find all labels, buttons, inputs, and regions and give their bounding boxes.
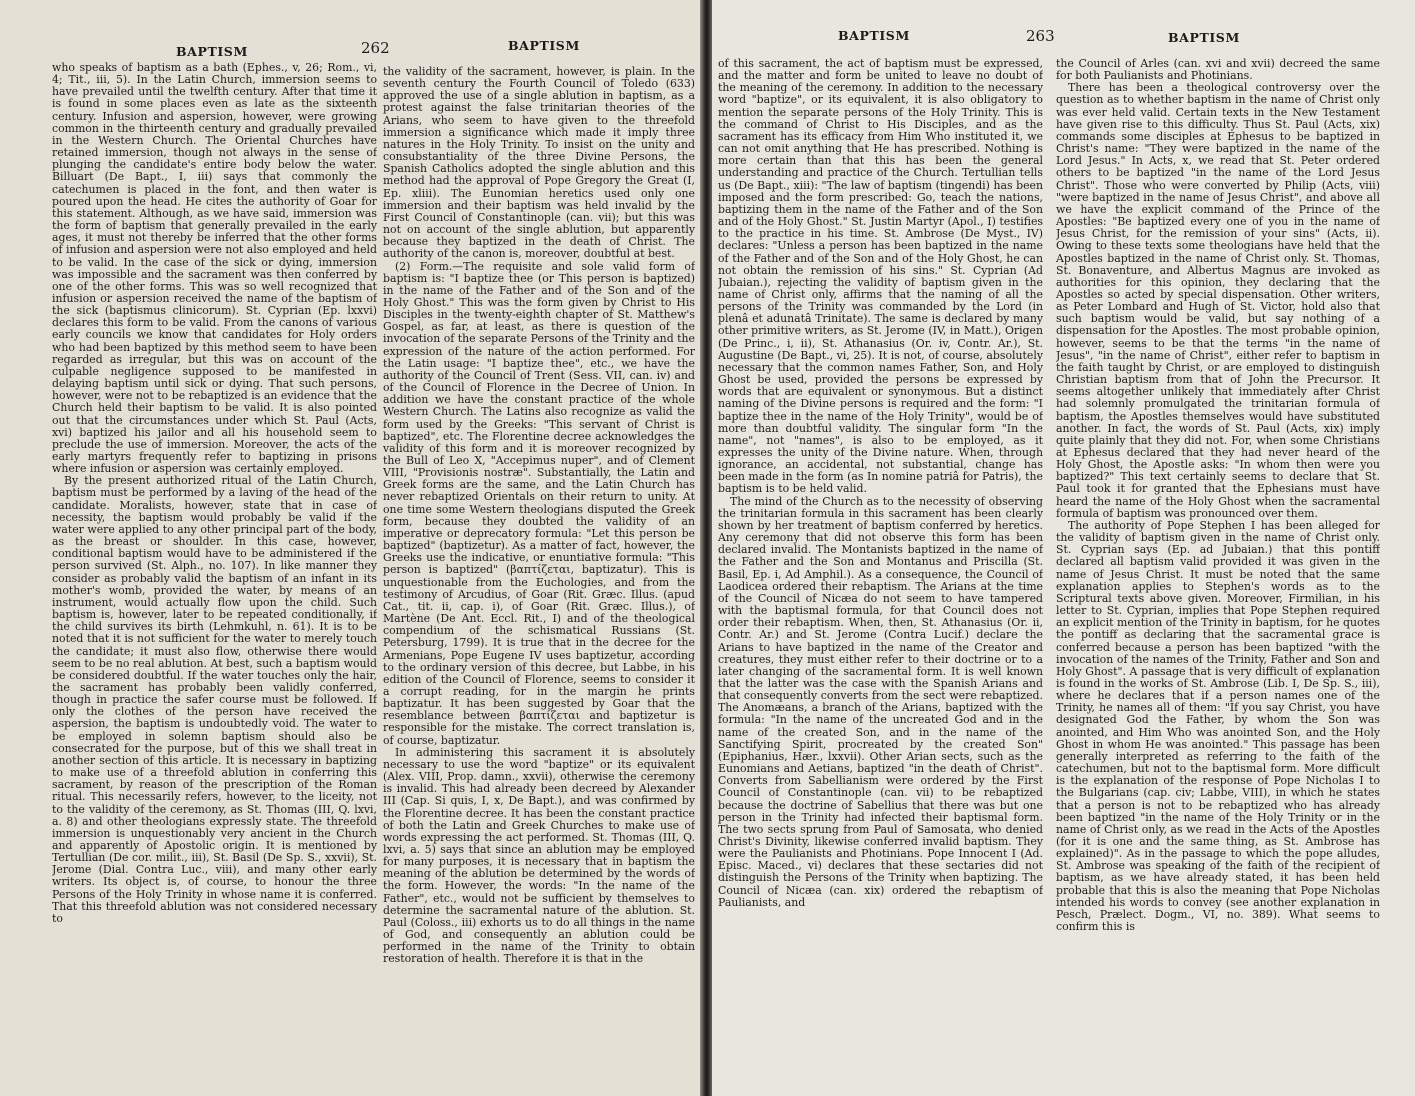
book-gutter <box>700 0 712 1096</box>
running-header-right: BAPTISM <box>508 38 580 53</box>
paragraph: the Council of Arles (can. xvi and xvii) decreed the same for both Paulianists and Photinians. <box>1056 58 1380 83</box>
running-header-left: BAPTISM <box>838 28 910 43</box>
page-number: 262 <box>361 39 390 57</box>
text-column-1 <box>718 58 1043 1088</box>
paragraph: The mind of the Church as to the necessity of observing the trinitarian formula in this sacrament has been clearly shown by her treatment of baptism conferred by heretics. Any ceremony that did not observe this form has been declared invalid. The Montanists baptized in the name of the Father and the Son and Montanus and Priscilla (St. Basil, Ep. i, Ad Amphil.). As a consequence, the Council of Laodicea ordered their rebaptism. The Arians at the time of the Council of Nicæa do not seem to have tampered with the baptismal formula, for that Council does not order their rebaptism. When, then, St. Athanasius (Or. ii, Contr. Ar.) and St. Jerome (Contra Lucif.) declare the Arians to have baptized in the name of the Creator and creatures, they must either refer to their doctrine or to a later changing of the sacramental form. It is well known that the latter was the case with the Spanish Arians and that consequently converts from the sect were rebaptized. The Anomæans, a branch of the Arians, baptized with the formula: "In the name of the uncreated God and in the name of the created Son, and in the name of the Sanctifying Spirit, procreated by the created Son" (Epiphanius, Hær., lxxvii). Other Arian sects, such as the Eunomians and Aetians, baptized "in the death of Christ". Converts from Sabellianism were ordered by the First Council of Constantinople (can. vii) to be rebaptized because the doctrine of Sabellius that there was but one person in the Trinity had infected their baptismal form. The two sects sprung from Paul of Samosata, who denied Christ's Divinity, likewise conferred invalid baptism. They were the Paulianists and Photinians. Pope Innocent I (Ad. Episc. Maced., vi) declares that these sectaries did not distinguish the Persons of the Trinity when baptizing. The Council of Nicæa (can. xix) ordered the rebaptism of Paulianists, and <box>718 494 1043 909</box>
paragraph: There has been a theological controversy over the question as to whether baptism in the name of Christ only was ever held valid. Certain texts in the New Testament have given rise to this difficulty. Thus St. Paul (Acts, xix) commands some disciples at Ephesus to be baptized in Christ's name: "They were baptized in the name of the Lord Jesus." In Acts, x, we read that St. Peter ordered others to be baptized "in the name of the Lord Jesus Christ". Those who were converted by Philip (Acts, viii) "were baptized in the name of Jesus Christ", and above all we have the explicit command of the Prince of the Apostles: "Be baptized every one of you in the name of Jesus Christ, for the remission of your sins" (Acts, ii). Owing to these texts some theologians have held that the Apostles baptized in the name of Christ only. St. Thomas, St. Bonaventure, and Albertus Magnus are invoked as authorities for this opinion, they declaring that the Apostles so acted by special dispensation. Other writers, as Peter Lombard and Hugh of St. Victor, hold also that such baptism would be valid, but say nothing of a dispensation for the Apostles. The most probable opinion, however, seems to be that the terms "in the name of Jesus", "in the name of Christ", either refer to baptism in the faith taught by Christ, or are employed to distinguish Christian baptism from that of John the Precursor. It seems altogether unlikely that immediately after Christ had solemnly promulgated the trinitarian formula of baptism, the Apostles themselves would have substituted another. In fact, the words of St. Paul (Acts, xix) imply quite plainly that they did not. For, when some Christians at Ephesus declared that they had never heard of the Holy Ghost, the Apostle asks: "In whom then were you baptized?" This text certainly seems to declare that St. Paul took it for granted that the Ephesians must have heard the name of the Holy Ghost when the sacramental formula of baptism was pronounced over them. <box>1056 81 1380 520</box>
right-page <box>712 0 1415 1096</box>
paragraph: In administering this sacrament it is absolutely necessary to use the word "baptize" or its equivalent (Alex. VIII, Prop. damn., xxvii), otherwise the ceremony is invalid. This had already been decreed by Alexander III (Cap. Si quis, I, x, De Bapt.), and was confirmed by the Florentine decree. It has been the constant practice of both the Latin and Greek Churches to make use of words expressing the act performed. St. Thomas (III, Q. lxvi, a. 5) says that since an ablution may be employed for many purposes, it is necessary that in baptism the meaning of the ablution be determined by the words of the form. However, the words: "In the name of the Father", etc., would not be sufficient by themselves to determine the sacramental nature of the ablution. St. Paul (Coloss., iii) exhorts us to do all things in the name of God, and consequently an ablution could be performed in the name of the Trinity to obtain restoration of health. Therefore it is that in the <box>383 745 695 966</box>
paragraph: of this sacrament, the act of baptism must be expressed, and the matter and form be united to leave no doubt of the meaning of the ceremony. In addition to the necessary word "baptize", or its equivalent, it is also obligatory to mention the separate persons of the Holy Trinity. This is the command of Christ to His Disciples, and as the sacrament has its efficacy from Him Who instituted it, we can not omit anything that He has prescribed. Nothing is more certain than that this has been the general understanding and practice of the Church. Tertullian tells us (De Bapt., xiii): "The law of baptism (tingendi) has been imposed and the form prescribed: Go, teach the nations, baptizing them in the name of the Father and of the Son and of the Holy Ghost." St. Justin Martyr (Apol., I) testifies to the practice in his time. St. Ambrose (De Myst., IV) declares: "Unless a person has been baptized in the name of the Father and of the Son and of the Holy Ghost, he can not obtain the remission of his sins." St. Cyprian (Ad Jubaian.), rejecting the validity of baptism given in the name of Christ only, affirms that the naming of all the persons of the Trinity was commanded by the Lord (in plenâ et adunatâ Trinitate). The same is declared by many other primitive writers, as St. Jerome (IV, in Matt.), Origen (De Princ., i, ii), St. Athanasius (Or. iv, Contr. Ar.), St. Augustine (De Bapt., vi, 25). It is not, of course, absolutely necessary that the common names Father, Son, and Holy Ghost be used, provided the persons be expressed by words that are equivalent or synonymous. But a distinct naming of the Divine persons is required and the form: "I baptize thee in the name of the Holy Trinity", would be of more than doubtful validity. The singular form "In the name", not "names", is also to be employed, as it expresses the unity of the Divine nature. When, through ignorance, an accidental, not substantial, change has been made in the form (as In nomine patriâ for Patris), the baptism is to be held valid. <box>718 58 1043 496</box>
paragraph: who speaks of baptism as a bath (Ephes., v, 26; Rom., vi, 4; Tit., iii, 5). In the Latin Church, immersion seems to have prevailed until the twelfth century. After that time it is found in some places even as late as the sixteenth century. Infusion and aspersion, however, were growing common in the thirteenth century and gradually prevailed in the Western Church. The Oriental Churches have retained immersion, though not always in the sense of plunging the candidate's entire body below the water. Billuart (De Bapt., I, iii) says that commonly the catechumen is placed in the font, and then water is poured upon the head. He cites the authority of Goar for this statement. Although, as we have said, immersion was the form of baptism that generally prevailed in the early ages, it must not thereby be inferred that the other forms of infusion and aspersion were not also employed and held to be valid. In the case of the sick or dying, immersion was impossible and the sacrament was then conferred by one of the other forms. This was so well recognized that infusion or aspersion received the name of the baptism of the sick (baptismus clinicorum). St. Cyprian (Ep. lxxvi) declares this form to be valid. From the canons of various early councils we know that candidates for Holy orders who had been baptized by this method seem to have been regarded as irregular, but this was on account of the culpable negligence supposed to be manifested in delaying baptism until sick or dying. That such persons, however, were not to be rebaptized is an evidence that the Church held their baptism to be valid. It is also pointed out that the circumstances under which St. Paul (Acts, xvi) baptized his jailor and all his household seem to preclude the use of immersion. Moreover, the acts of the early martyrs frequently refer to baptizing in prisons where infusion or aspersion was certainly employed. <box>52 62 377 476</box>
running-header-left: BAPTISM <box>176 44 248 59</box>
paragraph: The authority of Pope Stephen I has been alleged for the validity of baptism given in the name of Christ only. St. Cyprian says (Ep. ad Jubaian.) that this pontiff declared all baptism valid provided it was given in the name of Jesus Christ. It must be noted that the same explanation applies to Stephen's words as to the Scriptural texts above given. Moreover, Firmilian, in his letter to St. Cyprian, implies that Pope Stephen required an explicit mention of the Trinity in baptism, for he quotes the pontiff as declaring that the sacramental grace is conferred because a person has been baptized "with the invocation of the names of the Trinity, Father and Son and Holy Ghost". A passage that is very difficult of explanation is found in the works of St. Ambrose (Lib. I, De Sp. S., iii), where he declares that if a person names one of the Trinity, he names all of them: "If you say Christ, you have designated God the Father, by whom the Son was anointed, and Him Who was anointed Son, and the Holy Ghost in whom He was anointed." This passage has been generally interpreted as referring to the faith of the catechumen, but not to the baptismal form. More difficult is the explanation of the response of Pope Nicholas I to the Bulgarians (cap. civ; Labbe, VIII), in which he states that a person is not to be rebaptized who has already been baptized "in the name of the Holy Trinity or in the name of Christ only, as we read in the Acts of the Apostles (for it is one and the same thing, as St. Ambrose has explained)". As in the passage to which the pope alludes, St. Ambrose was speaking of the faith of the recipient of baptism, as we have already stated, it has been held probable that this is also the meaning that Pope Nicholas intended his words to convey (see another explanation in Pesch, Prælect. Dogm., VI, no. 389). What seems to confirm this is <box>1056 518 1380 934</box>
paragraph: (2) Form.—The requisite and sole valid form of baptism is: "I baptize thee (or This person is baptized) in the name of the Father and of the Son and of the Holy Ghost." This was the form given by Christ to His Disciples in the twenty-eighth chapter of St. Matthew's Gospel, as far, at least, as there is question of the invocation of the separate Persons of the Trinity and the expression of the nature of the action performed. For the Latin usage: "I baptize thee", etc., we have the authority of the Council of Trent (Sess. VII, can. iv) and of the Council of Florence in the Decree of Union. In addition we have the constant practice of the whole Western Church. The Latins also recognize as valid the form used by the Greeks: "This servant of Christ is baptized", etc. The Florentine decree acknowledges the validity of this form and it is moreover recognized by the Bull of Leo X, "Accepimus nuper", and of Clement VIII, "Provisionis nostræ". Substantially, the Latin and Greek forms are the same, and the Latin Church has never rebaptized Orientals on their return to unity. At one time some Western theologians disputed the Greek form, because they doubted the validity of an imperative or deprecatory formula: "Let this person be baptized" (baptizetur). As a matter of fact, however, the Greeks use the indicative, or enuntiative formula: "This person is baptized" (βαπτίζεται, baptizatur). This is unquestionable from the Euchologies, and from the testimony of Arcudius, of Goar (Rit. Græc. Illus. (apud Cat., tit. ii, cap. i), of Goar (Rit. Græc. Illus.), of Martène (De Ant. Eccl. Rit., I) and of the theological compendium of the schismatical Russians (St. Petersburg, 1799). It is true that in the decree for the Armenians, Pope Eugene IV uses baptizetur, according to the ordinary version of this decree, but Labbe, in his edition of the Council of Florence, seems to consider it a corrupt reading, for in the margin he prints baptizatur. It has been suggested by Goar that the resemblance between βαπτίζεται and baptizetur is responsible for the mistake. The correct translation is, of course, baptizatur. <box>383 259 695 747</box>
text-column-2 <box>383 66 695 1088</box>
left-page <box>0 0 700 1096</box>
page-number: 263 <box>1026 27 1055 45</box>
text-column-1 <box>52 62 377 1088</box>
paragraph: By the present authorized ritual of the Latin Church, baptism must be performed by a laving of the head of the candidate. Moralists, however, state that in case of necessity, the baptism would probably be valid if the water were applied to any other principal part of the body, as the breast or shoulder. In this case, however, conditional baptism would have to be administered if the person survived (St. Alph., no. 107). In like manner they consider as probably valid the baptism of an infant in its mother's womb, provided the water, by means of an instrument, would actually flow upon the child. Such baptism is, however, later to be repeated conditionally, if the child survives its birth (Lehmkuhl, n. 61). It is to be noted that it is not sufficient for the water to merely touch the candidate; it must also flow, otherwise there would seem to be no real ablution. At best, such a baptism would be considered doubtful. If the water touches only the hair, the sacrament has probably been validly conferred, though in practice the safer course must be followed. If only the clothes of the person have received the aspersion, the baptism is undoubtedly void. The water to be employed in solemn baptism should also be consecrated for the purpose, but of this we shall treat in another section of this article. It is necessary in baptizing to make use of a threefold ablution in conferring this sacrament, by reason of the prescription of the Roman ritual. This necessarily refers, however, to the liceity, not to the validity of the ceremony, as St. Thomas (III, Q. lxvi, a. 8) and other theologians expressly state. The threefold immersion is unquestionably very ancient in the Church and apparently of Apostolic origin. It is mentioned by Tertullian (De cor. milit., iii), St. Basil (De Sp. S., xxvii), St. Jerome (Dial. Contra Luc., viii), and many other early writers. Its object is, of course, to honour the three Persons of the Holy Trinity in whose name it is conferred. That this threefold ablution was not considered necessary to <box>52 474 377 925</box>
paragraph: the validity of the sacrament, however, is plain. In the seventh century the Fourth Council of Toledo (633) approved the use of a single ablution in baptism, as a protest against the false trinitarian theories of the Arians, who seem to have given to the threefold immersion a significance which made it imply three natures in the Holy Trinity. To insist on the unity and consubstantiality of the three Divine Persons, the Spanish Catholics adopted the single ablution and this method had the approval of Pope Gregory the Great (I, Ep. xliii). The Eunomian heretics used only one immersion and their baptism was held invalid by the First Council of Constantinople (can. vii); but this was not on account of the single ablution, but apparently because they baptized in the death of Christ. The authority of the canon is, moreover, doubtful at best. <box>383 66 695 261</box>
running-header-right: BAPTISM <box>1168 30 1240 45</box>
text-column-2 <box>1056 58 1380 1088</box>
